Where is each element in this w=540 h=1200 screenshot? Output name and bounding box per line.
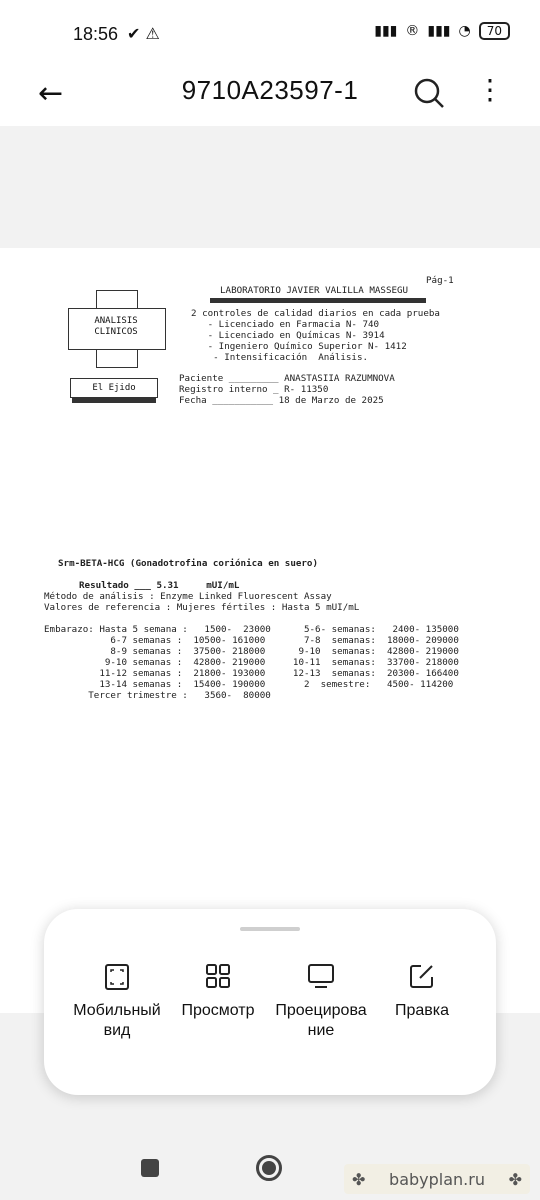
- status-time: 18:56: [73, 24, 119, 44]
- ejido-underline: [72, 398, 156, 403]
- action-label: Проецирова ние: [275, 1002, 367, 1039]
- action-label: Просмотр: [181, 1002, 255, 1019]
- status-icons: [374, 22, 510, 40]
- result-line: Resultado ___ 5.31 mUI/mL: [79, 580, 240, 591]
- page-number: Pág-1: [426, 275, 454, 286]
- battery-icon: 70: [479, 22, 510, 40]
- clover-icon: ✤: [508, 1169, 522, 1189]
- patient-line: Registro interno _ R- 11350: [179, 384, 329, 395]
- signal-icon-2: ▮▮▮: [427, 23, 451, 39]
- patient-line: Fecha ___________ 18 de Marzo de 2025: [179, 395, 384, 406]
- table-row: 13-14 semanas : 15400- 190000 2 semestre: 4500- 114200: [44, 679, 454, 690]
- ejido-label: El Ejido: [70, 378, 158, 398]
- signal-icon: ▮▮▮: [374, 23, 398, 39]
- back-arrow-icon[interactable]: ←: [38, 76, 64, 111]
- sheet-handle[interactable]: [240, 927, 300, 931]
- wifi-icon: ◔: [458, 23, 471, 39]
- edit-button[interactable]: [367, 963, 477, 1021]
- lab-name: LABORATORIO JAVIER VALILLA MASSEGU: [220, 285, 409, 296]
- action-label: Мобильный вид: [73, 1002, 161, 1039]
- clover-icon: ✤: [352, 1169, 366, 1189]
- app-bar: [0, 70, 540, 126]
- registered-icon: ®: [405, 23, 420, 39]
- lab-line: - Licenciado en Farmacia N- 740: [191, 319, 380, 330]
- table-row: 9-10 semanas : 42800- 219000 10-11 semanas: 33700- 218000: [44, 657, 459, 668]
- mobile-view-icon: [62, 963, 172, 993]
- logo-text: ANALISIS CLINICOS: [94, 316, 138, 337]
- patient-line: Paciente _________ ANASTASIIA RAZUMNOVA: [179, 373, 395, 384]
- table-row: 8-9 semanas : 37500- 218000 9-10 semanas: 42800- 219000: [44, 646, 459, 657]
- home-button-dot: [262, 1161, 276, 1175]
- lab-line: - Licenciado en Químicas N- 3914: [191, 330, 385, 341]
- table-row: 11-12 semanas : 21800- 193000 12-13 semanas: 20300- 166400: [44, 668, 459, 679]
- more-options-icon[interactable]: ⋮: [476, 73, 504, 106]
- lab-logo: [68, 290, 164, 366]
- notification-icons: ✔ ⚠: [127, 24, 160, 43]
- test-title: Srm-BETA-HCG (Gonadotrofina coriónica en suero): [58, 558, 318, 569]
- edit-icon: [367, 963, 477, 993]
- document-title: 9710A23597-1: [181, 75, 359, 105]
- lab-line: - Ingeniero Químico Superior N- 1412: [191, 341, 407, 352]
- lab-line: 2 controles de calidad diarios en cada prueba: [191, 308, 440, 319]
- search-icon[interactable]: [410, 74, 450, 114]
- table-row: Embarazo: Hasta 5 semana : 1500- 23000 5-6- semanas: 2400- 135000: [44, 624, 459, 635]
- projection-button[interactable]: [266, 963, 376, 1041]
- method-line: Método de análisis : Enzyme Linked Fluorescent Assay: [44, 591, 332, 602]
- table-row: Tercer trimestre : 3560- 80000: [44, 690, 271, 701]
- lab-name-bar: [210, 298, 426, 303]
- watermark-text: babyplan.ru: [389, 1169, 485, 1189]
- monitor-icon: [266, 963, 376, 993]
- recents-button[interactable]: [141, 1159, 159, 1177]
- bottom-sheet: [44, 909, 496, 1095]
- document-page: [0, 248, 540, 1013]
- preview-button[interactable]: [163, 963, 273, 1021]
- watermark: [344, 1164, 530, 1194]
- action-label: Правка: [394, 1002, 450, 1019]
- status-bar: [0, 0, 540, 70]
- reference-line: Valores de referencia : Mujeres fértiles : Hasta 5 mUI/mL: [44, 602, 360, 613]
- lab-line: - Intensificación Análisis.: [191, 352, 369, 363]
- table-row: 6-7 semanas : 10500- 161000 7-8 semanas: 18000- 209000: [44, 635, 459, 646]
- grid-icon: [163, 963, 273, 993]
- mobile-view-button[interactable]: [62, 963, 172, 1041]
